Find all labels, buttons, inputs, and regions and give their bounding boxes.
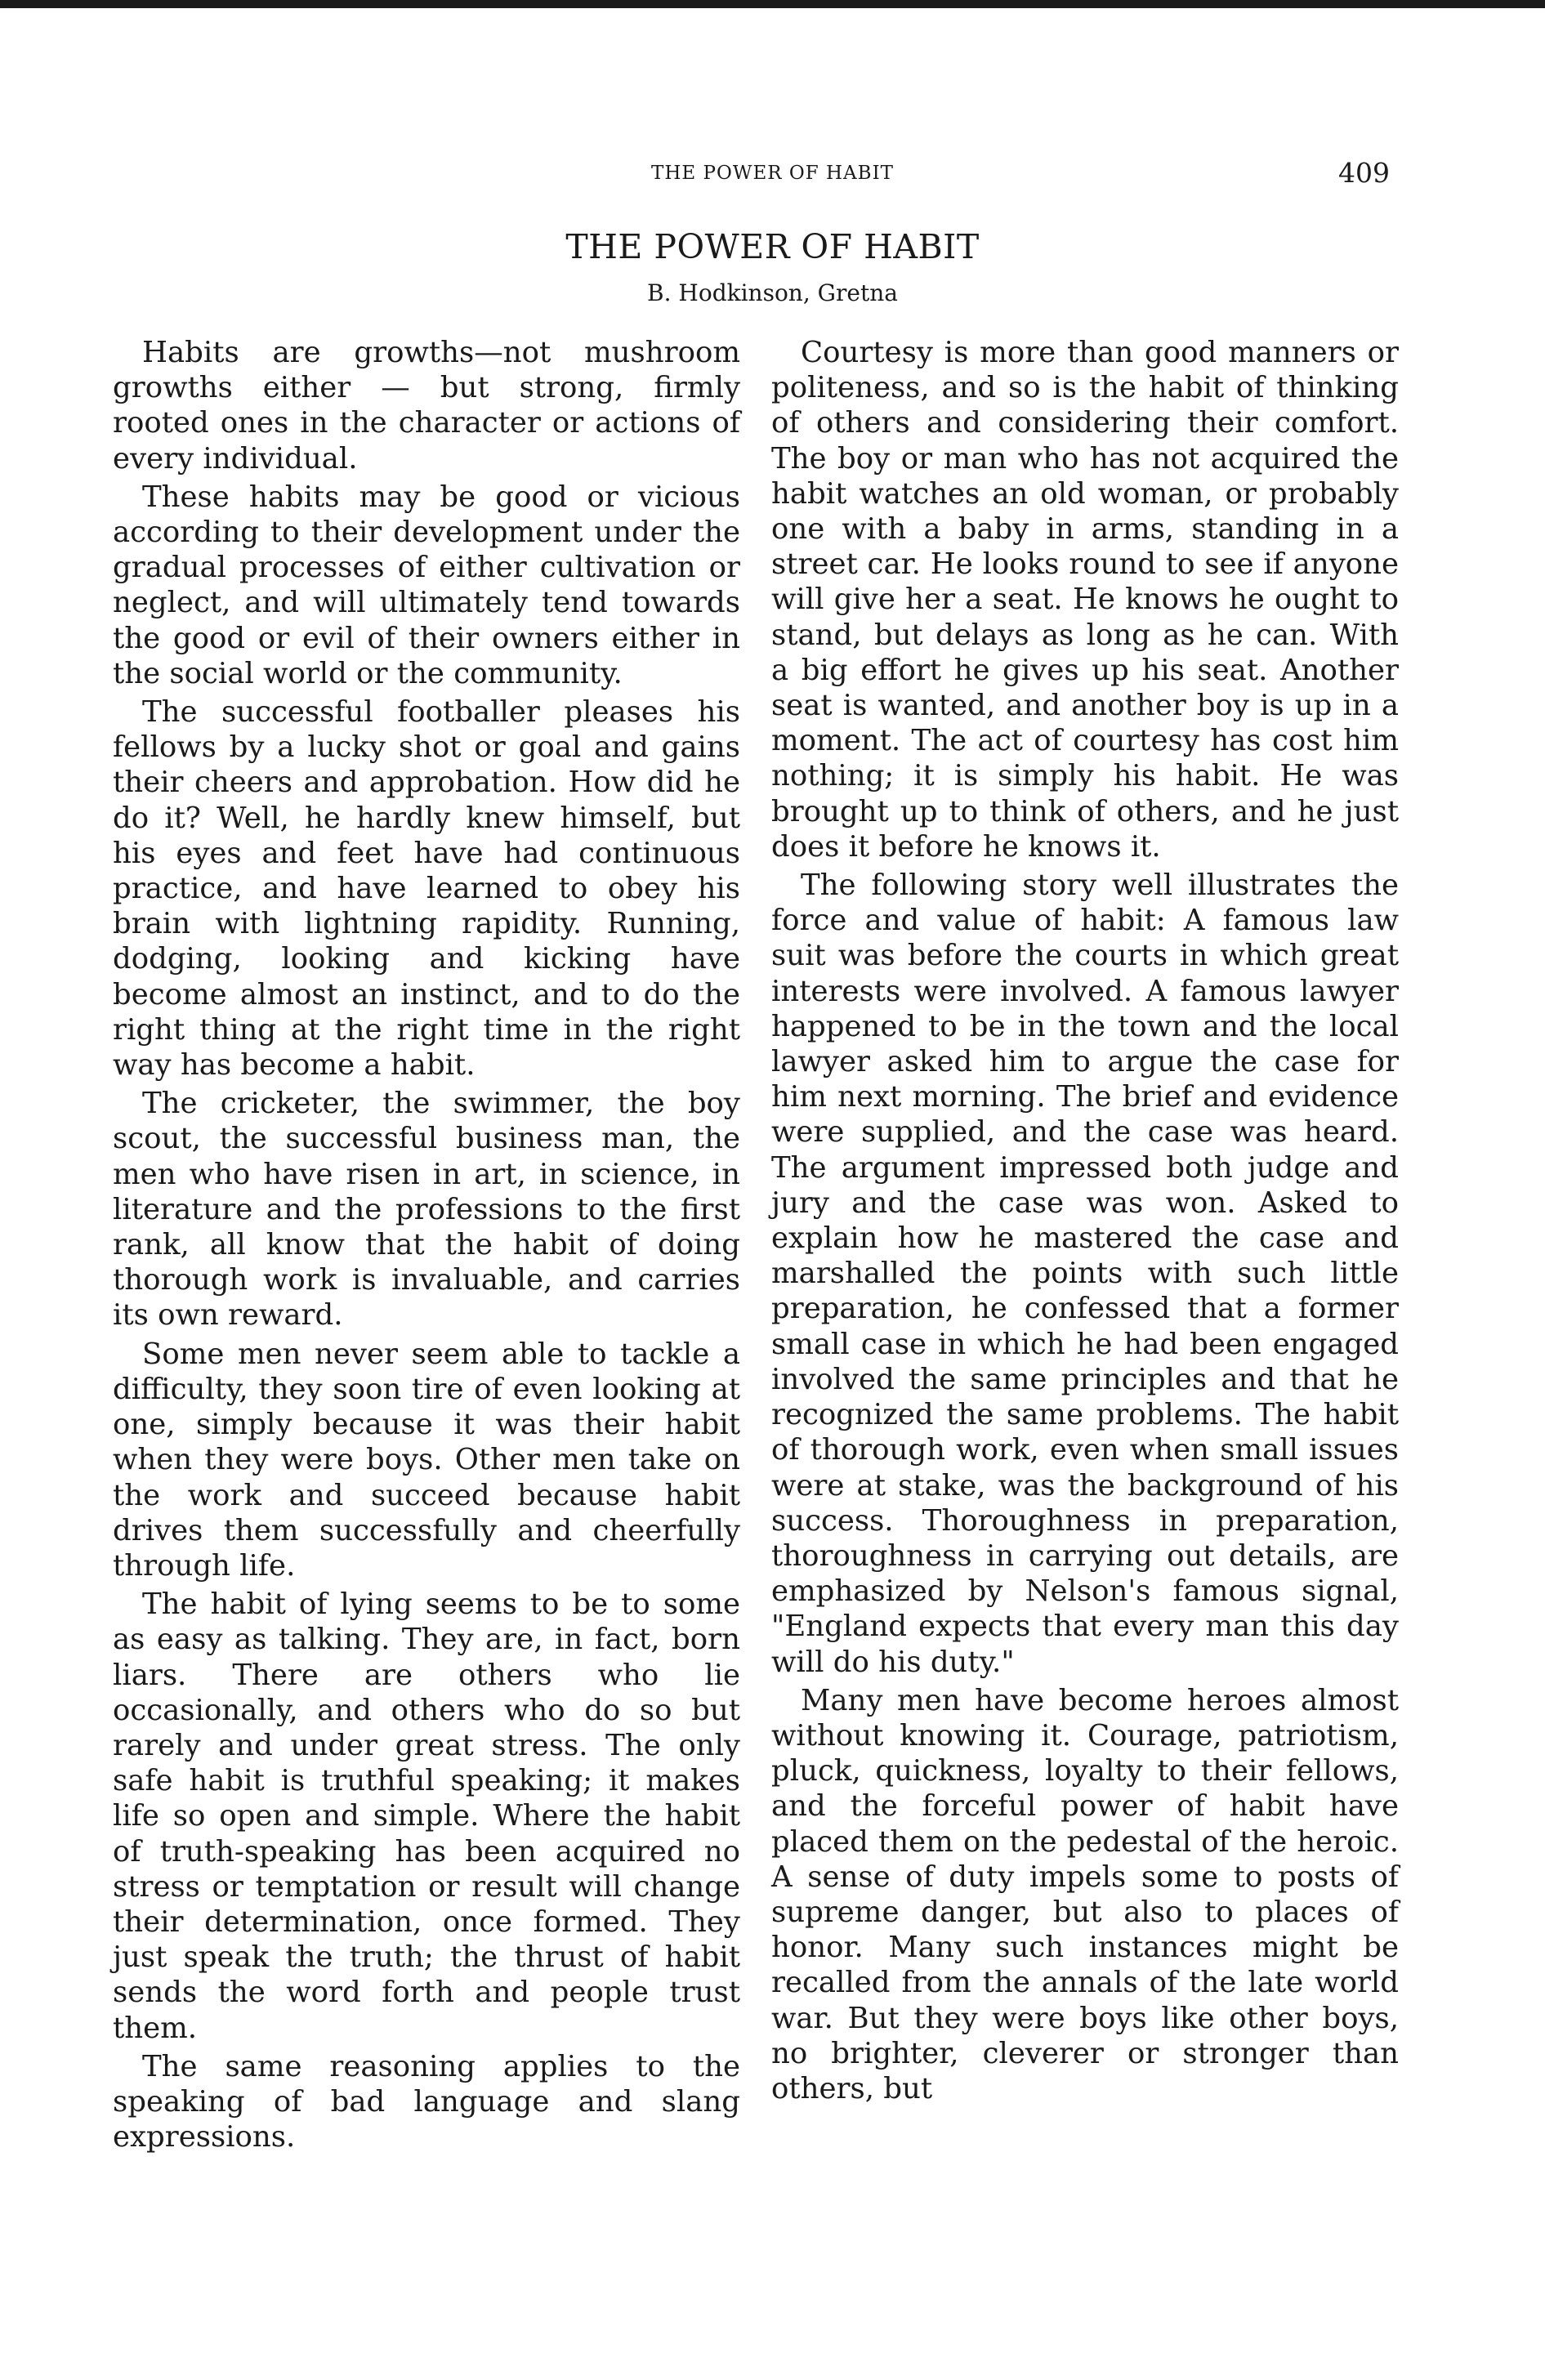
paragraph: Courtesy is more than good manners or politeness, and so is the habit of thinking of others and considering their comfort. The boy or man who has not acquired the habit watches an old woman, or probably one with a baby in arms, standing in a street car. He looks round to see if anyone will give her a seat. He knows he ought to stand, but delays as long as he can. With a big effort he gives up his seat. Another seat is wanted, and another boy is up in a moment. The act of courtesy has cost him nothing; it is simply his habit. He was brought up to think of others, and he just does it before he knows it. <box>771 336 1399 864</box>
paragraph: The following story well illustrates the force and value of habit: A famous law suit was before the courts in which great interests were involved. A famous lawyer happened to be in the town and the local lawyer asked him to argue the case for him next morning. The brief and evidence were supplied, and the case was heard. The argument impressed both judge and jury and the case was won. Asked to explain how he mastered the case and marshalled the points with such little preparation, he confessed that a former small case in which he had been engaged involved the same principles and that he recognized the same problems. The habit of thorough work, even when small issues were at stake, was the background of his success. Thoroughness in preparation, thoroughness in carrying out details, are emphasized by Nelson's famous signal, "England expects that every man this day will do his duty." <box>771 868 1399 1679</box>
running-head <box>0 157 1545 190</box>
paragraph: Many men have become heroes almost without knowing it. Courage, patriotism, pluck, quickness, loyalty to their fellows, and the forceful power of habit have placed them on the pedestal of the heroic. A sense of duty impels some to posts of supreme danger, but also to places of honor. Many such instances might be recalled from the annals of the late world war. But they were boys like other boys, no brighter, cleverer or stronger than others, but <box>771 1683 1399 2105</box>
paragraph: The habit of lying seems to be to some as easy as talking. They are, in fact, born liars. There are others who lie occasionally, and others who do so but rarely and under great stress. The only safe habit is truthful speaking; it makes life so open and simple. Where the habit of truth-speaking has been acquired no stress or temptation or result will change their determination, once formed. They just speak the truth; the thrust of habit sends the word forth and people trust them. <box>113 1587 740 2045</box>
paragraph: The cricketer, the swimmer, the boy scout, the successful business man, the men who have risen in art, in science, in literature and the professions to the first rank, all know that the habit of doing thorough work is invaluable, and carries its own reward. <box>113 1087 740 1333</box>
article-byline: B. Hodkinson, Gretna <box>647 279 898 306</box>
article-title: THE POWER OF HABIT <box>565 227 980 266</box>
paragraph: The successful footballer pleases his fellows by a lucky shot or goal and gains their cheers and approbation. How did he do it? Well, he hardly knew himself, but his eyes and feet have had continuous practice, and have learned to obey his brain with lightning rapidity. Running, dodging, looking and kicking have become almost an instinct, and to do the right thing at the right time in the right way has become a habit. <box>113 695 740 1083</box>
paragraph: Habits are growths—not mushroom growths either — but strong, firmly rooted ones in the character or actions of every individual. <box>113 336 740 476</box>
page-number: 409 <box>1338 157 1390 189</box>
running-title: THE POWER OF HABIT <box>650 163 894 184</box>
paragraph: Some men never seem able to tackle a difficulty, they soon tire of even looking at one, simply because it was their habit when they were boys. Other men take on the work and succeed because habit drives them successfully and cheerfully through life. <box>113 1337 740 1583</box>
paragraph: These habits may be good or vicious according to their development under the gradual processes of either cultivation or neglect, and will ultimately tend towards the good or evil of their owners either in the social world or the community. <box>113 480 740 690</box>
paragraph: The same reasoning applies to the speaking of bad language and slang expressions. <box>113 2049 740 2155</box>
right-column <box>771 335 1399 2110</box>
left-column <box>113 335 740 2158</box>
top-border-rule <box>0 0 1545 8</box>
